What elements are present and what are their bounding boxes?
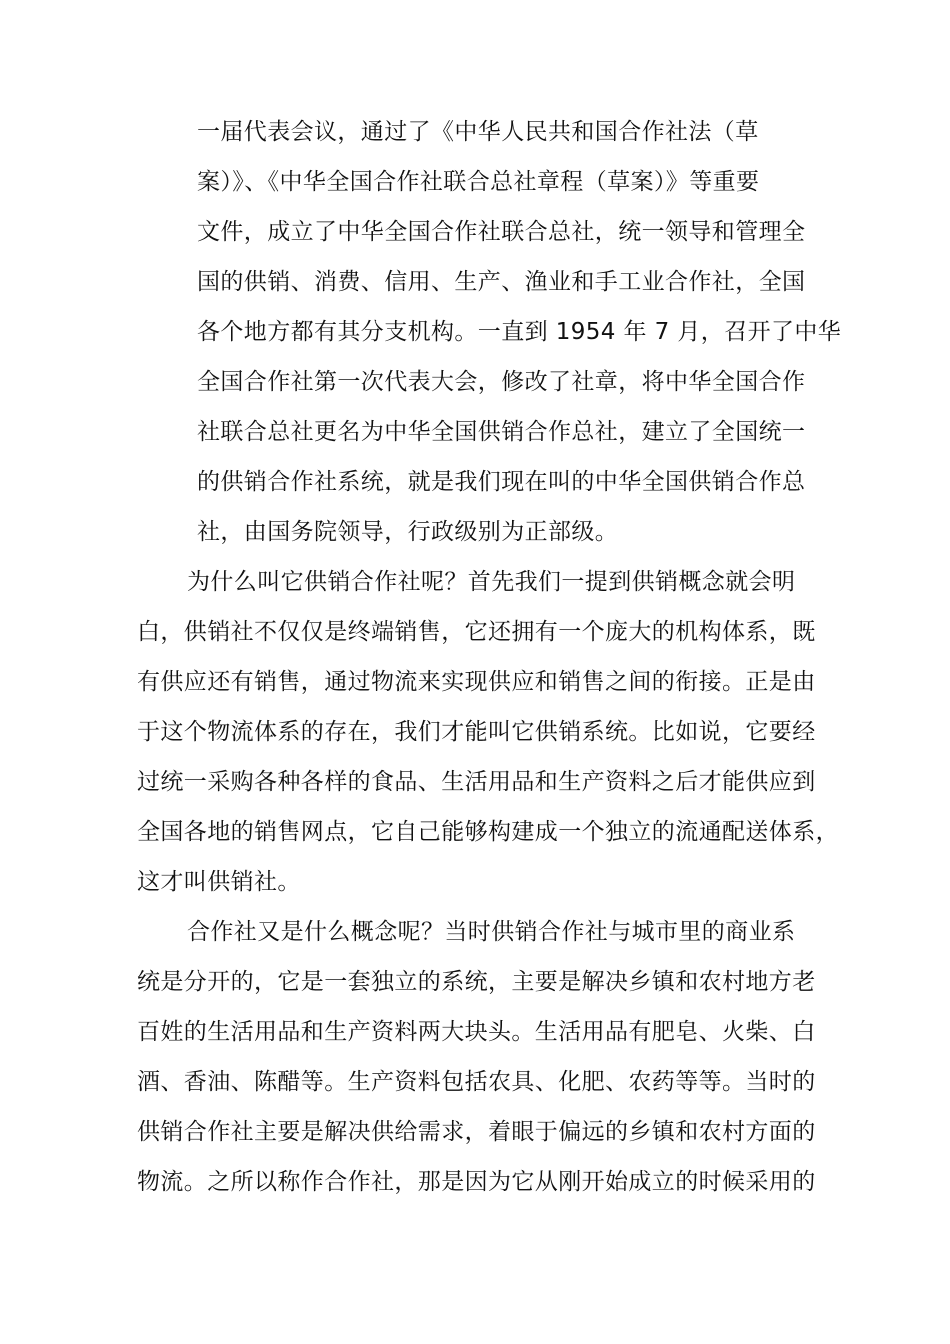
text-line: 白，供销社不仅仅是终端销售，它还拥有一个庞大的机构体系，既 [137, 619, 816, 645]
text-line: 的供销合作社系统，就是我们现在叫的中华全国供销合作总 [197, 469, 806, 495]
text-line: 这才叫供销社。 [137, 869, 301, 895]
text-line: 百姓的生活用品和生产资料两大块头。生活用品有肥皂、火柴、白 [137, 1019, 816, 1045]
text-line: 物流。之所以称作合作社，那是因为它从刚开始成立的时候采用的 [137, 1169, 816, 1195]
text-line: 全国合作社第一次代表大会，修改了社章，将中华全国合作 [197, 369, 806, 395]
text-line: 供销合作社主要是解决供给需求，着眼于偏远的乡镇和农村方面的 [137, 1119, 816, 1145]
text-line: 一届代表会议，通过了《中华人民共和国合作社法（草 [197, 119, 759, 145]
text-line: 为什么叫它供销合作社呢？首先我们一提到供销概念就会明 [187, 569, 796, 595]
text-line: 社联合总社更名为中华全国供销合作总社，建立了全国统一 [197, 419, 806, 445]
text-line: 过统一采购各种各样的食品、生活用品和生产资料之后才能供应到 [137, 769, 816, 795]
text-line: 统是分开的，它是一套独立的系统，主要是解决乡镇和农村地方老 [137, 969, 816, 995]
text-line: 国的供销、消费、信用、生产、渔业和手工业合作社，全国 [197, 269, 806, 295]
text-line: 案）》、《中华全国合作社联合总社章程（草案）》等重要 [197, 169, 760, 195]
text-line: 全国各地的销售网点，它自己能够构建成一个独立的流通配送体系， [137, 819, 839, 845]
text-line: 于这个物流体系的存在，我们才能叫它供销系统。比如说，它要经 [137, 719, 816, 745]
text-line: 有供应还有销售，通过物流来实现供应和销售之间的衔接。正是由 [137, 669, 816, 695]
text-line: 各个地方都有其分支机构。一直到 1954 年 7 月，召开了中华 [197, 319, 842, 345]
text-line: 合作社又是什么概念呢？当时供销合作社与城市里的商业系 [187, 919, 796, 945]
text-line: 文件，成立了中华全国合作社联合总社，统一领导和管理全 [197, 219, 806, 245]
text-line: 酒、香油、陈醋等。生产资料包括农具、化肥、农药等等。当时的 [137, 1069, 816, 1095]
text-line: 社，由国务院领导，行政级别为正部级。 [197, 519, 619, 545]
